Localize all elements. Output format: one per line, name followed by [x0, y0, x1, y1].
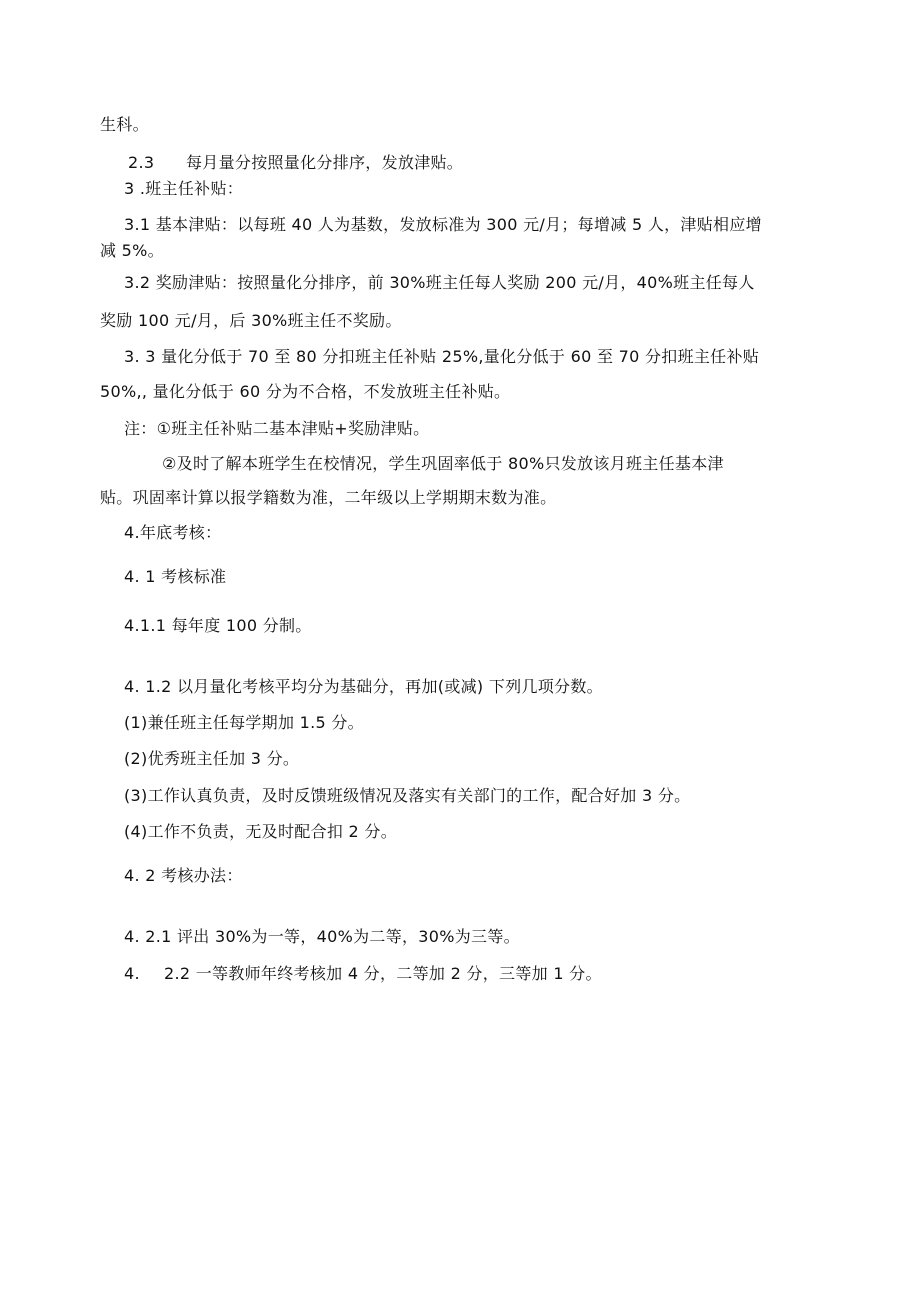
text-line-3: 3 .班主任补贴：: [124, 179, 244, 198]
text-line-14: 4. 1 考核标准: [124, 567, 227, 586]
text-line-2-number: 2.3: [128, 153, 155, 172]
text-line-1: 生科。: [100, 115, 149, 134]
text-line-2: 每月量分按照量化分排序，发放津贴。: [186, 153, 464, 172]
text-line-23: 2.2 一等教师年终考核加 4 分，二等加 2 分，三等加 1 分。: [164, 964, 602, 983]
text-line-18: (2)优秀班主任加 3 分。: [124, 749, 300, 768]
text-line-8: 3. 3 量化分低于 70 至 80 分扣班主任补贴 25%,量化分低于 60 至 70 分扣班主任补贴: [124, 347, 760, 366]
text-line-10: 注：①班主任补贴二基本津贴+奖励津贴。: [124, 419, 430, 438]
text-line-21: 4. 2 考核办法：: [124, 866, 243, 885]
text-line-23-number: 4.: [124, 964, 140, 983]
text-line-20: (4)工作不负责，无及时配合扣 2 分。: [124, 822, 398, 841]
text-line-19: (3)工作认真负责，及时反馈班级情况及落实有关部门的工作，配合好加 3 分。: [124, 786, 691, 805]
text-line-9: 50%,, 量化分低于 60 分为不合格，不发放班主任补贴。: [100, 382, 511, 401]
text-line-17: (1)兼任班主任每学期加 1.5 分。: [124, 713, 364, 732]
text-line-5: 减 5%。: [100, 241, 164, 260]
text-line-12: 贴。巩固率计算以报学籍数为准，二年级以上学期期末数为准。: [100, 488, 557, 507]
text-line-11: ②及时了解本班学生在校情况，学生巩固率低于 80%只发放该月班主任基本津: [162, 454, 724, 473]
text-line-22: 4. 2.1 评出 30%为一等，40%为二等，30%为三等。: [124, 927, 520, 946]
text-line-16: 4. 1.2 以月量化考核平均分为基础分，再加(或减) 下列几项分数。: [124, 677, 603, 696]
text-line-13: 4.年底考核：: [124, 523, 222, 542]
text-line-4: 3.1 基本津贴：以每班 40 人为基数，发放标准为 300 元/月；每增减 5 人，津贴相应增: [124, 215, 762, 234]
text-line-6: 3.2 奖励津贴：按照量化分排序，前 30%班主任每人奖励 200 元/月，40%班主任每人: [124, 273, 755, 292]
text-line-15: 4.1.1 每年度 100 分制。: [124, 616, 312, 635]
text-line-7: 奖励 100 元/月，后 30%班主任不奖励。: [100, 311, 402, 330]
